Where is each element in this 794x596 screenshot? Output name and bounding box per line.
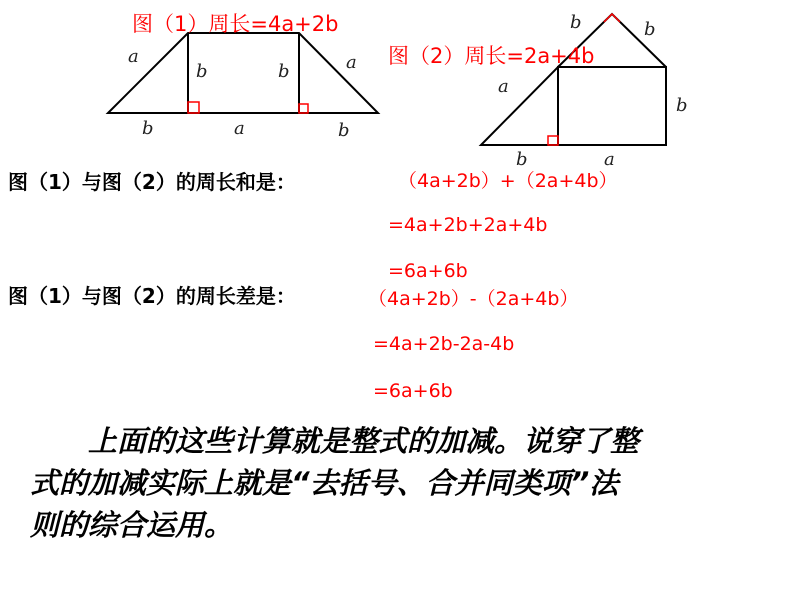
sum-question: 图（1）与图（2）的周长和是： xyxy=(8,170,296,194)
fig2-label-top-left: b xyxy=(570,12,582,33)
fig1-label-bottom-left: b xyxy=(142,118,154,139)
fig1-label-bottom-right: b xyxy=(338,120,350,141)
sum-step-3: =6a+6b xyxy=(388,260,468,282)
conclusion-line-1: 上面的这些计算就是整式的加减。说穿了整 xyxy=(88,424,640,458)
trapezoid-outline xyxy=(108,33,378,113)
fig2-label-right-side: b xyxy=(676,95,688,116)
right-angle-mark-2 xyxy=(299,104,308,113)
sum-step-2: =4a+2b+2a+4b xyxy=(388,214,548,236)
right-angle-mark-1 xyxy=(188,102,199,113)
fig2-label-hypotenuse: a xyxy=(498,76,509,97)
difference-step-1: （4a+2b）-（2a+4b） xyxy=(368,288,579,310)
fig1-label-right-side: a xyxy=(346,52,357,73)
fig1-label-bottom-mid: a xyxy=(234,118,245,139)
rectangle-outline xyxy=(558,67,666,145)
fig1-label-left-side: a xyxy=(128,46,139,67)
difference-question: 图（1）与图（2）的周长差是： xyxy=(8,284,296,308)
fig2-label-top-right: b xyxy=(644,19,656,40)
figures-canvas xyxy=(0,0,794,180)
figure2-shape xyxy=(481,14,666,145)
difference-step-3: =6a+6b xyxy=(373,380,453,402)
fig1-label-height-right: b xyxy=(278,61,290,82)
right-angle-mark-3 xyxy=(548,136,558,145)
fig2-label-bottom-left: b xyxy=(516,149,528,170)
conclusion-line-2: 式的加减实际上就是“去括号、合并同类项”法 xyxy=(30,466,619,500)
sum-step-1: （4a+2b）+（2a+4b） xyxy=(398,170,618,192)
conclusion-line-3: 则的综合运用。 xyxy=(30,508,234,542)
figure1-caption: 图（1）周长=4a+2b xyxy=(132,12,339,36)
fig1-label-height-left: b xyxy=(196,61,208,82)
triangle-outline xyxy=(481,67,558,145)
figure2-caption: 图（2）周长=2a+4b xyxy=(388,44,595,68)
difference-step-2: =4a+2b-2a-4b xyxy=(373,333,515,355)
figure1-trapezoid xyxy=(108,33,378,113)
fig2-label-bottom-right: a xyxy=(604,149,615,170)
